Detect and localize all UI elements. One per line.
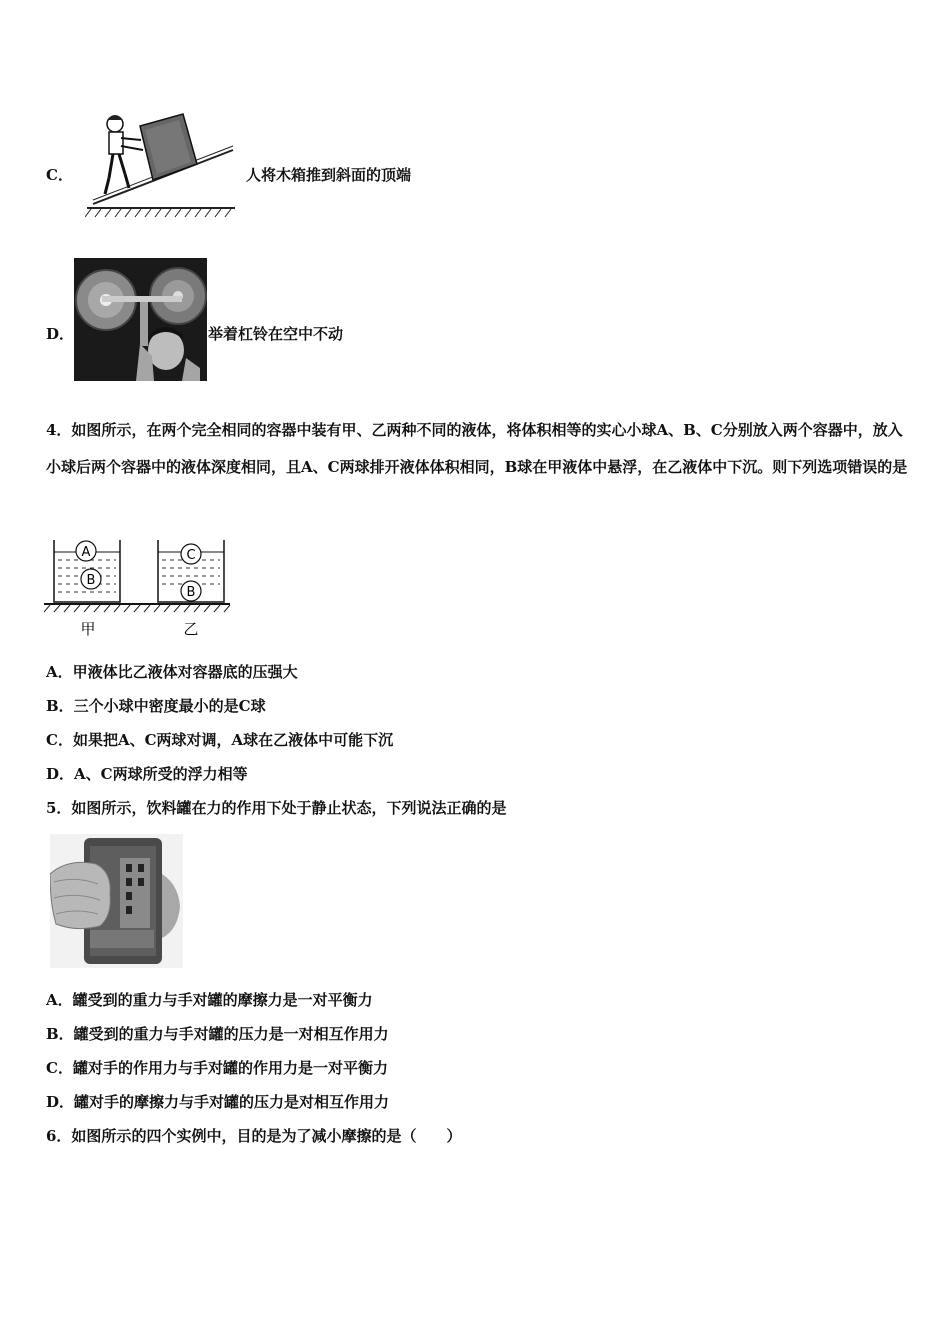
q5-option-a: A．罐受到的重力与手对罐的摩擦力是一对平衡力 (46, 991, 373, 1009)
question-6-stem: 6．如图所示的四个实例中，目的是为了减小摩擦的是（ ） (46, 1127, 462, 1145)
option-c-text: 人将木箱推到斜面的顶端 (246, 166, 412, 184)
hand-holding-can-photo (50, 834, 183, 968)
option-d-letter: D． (46, 325, 75, 343)
question-5-stem: 5．如图所示，饮料罐在力的作用下处于静止状态，下列说法正确的是 (46, 799, 507, 817)
push-box-slope-image (85, 108, 237, 218)
q4-option-b: B．三个小球中密度最小的是C球 (46, 697, 266, 715)
ball-label: C (186, 548, 196, 563)
q4-option-a: A．甲液体比乙液体对容器底的压强大 (46, 663, 298, 681)
ball-label: A (81, 545, 91, 560)
two-containers-figure (44, 534, 234, 640)
q5-option-d: D．罐对手的摩擦力与手对罐的压力是对相互作用力 (46, 1093, 390, 1111)
q5-option-b: B．罐受到的重力与手对罐的压力是一对相互作用力 (46, 1025, 389, 1043)
weightlifter-photo (74, 258, 207, 381)
ball-label: B (86, 573, 96, 588)
ball-label: B (186, 585, 196, 600)
q5-option-c: C．罐对手的作用力与手对罐的作用力是一对平衡力 (46, 1059, 388, 1077)
container-label-yi: 乙 (183, 620, 199, 638)
option-d-text: 举着杠铃在空中不动 (208, 325, 344, 343)
container-label-jia: 甲 (80, 620, 96, 638)
q4-option-c: C．如果把A、C两球对调，A球在乙液体中可能下沉 (46, 731, 394, 749)
q4-option-d: D．A、C两球所受的浮力相等 (46, 765, 248, 783)
question-4-stem: 4．如图所示，在两个完全相同的容器中装有甲、乙两种不同的液体，将体积相等的实心小球A、B、C分别放入两个容器中，放入小球后两个容器中的液体深度相同，且A、C两球排开液体体积相同，B球在甲液体中悬浮，在乙液体中下沉。则下列选项错误的是 (46, 421, 908, 476)
option-c-letter: C． (46, 166, 73, 184)
